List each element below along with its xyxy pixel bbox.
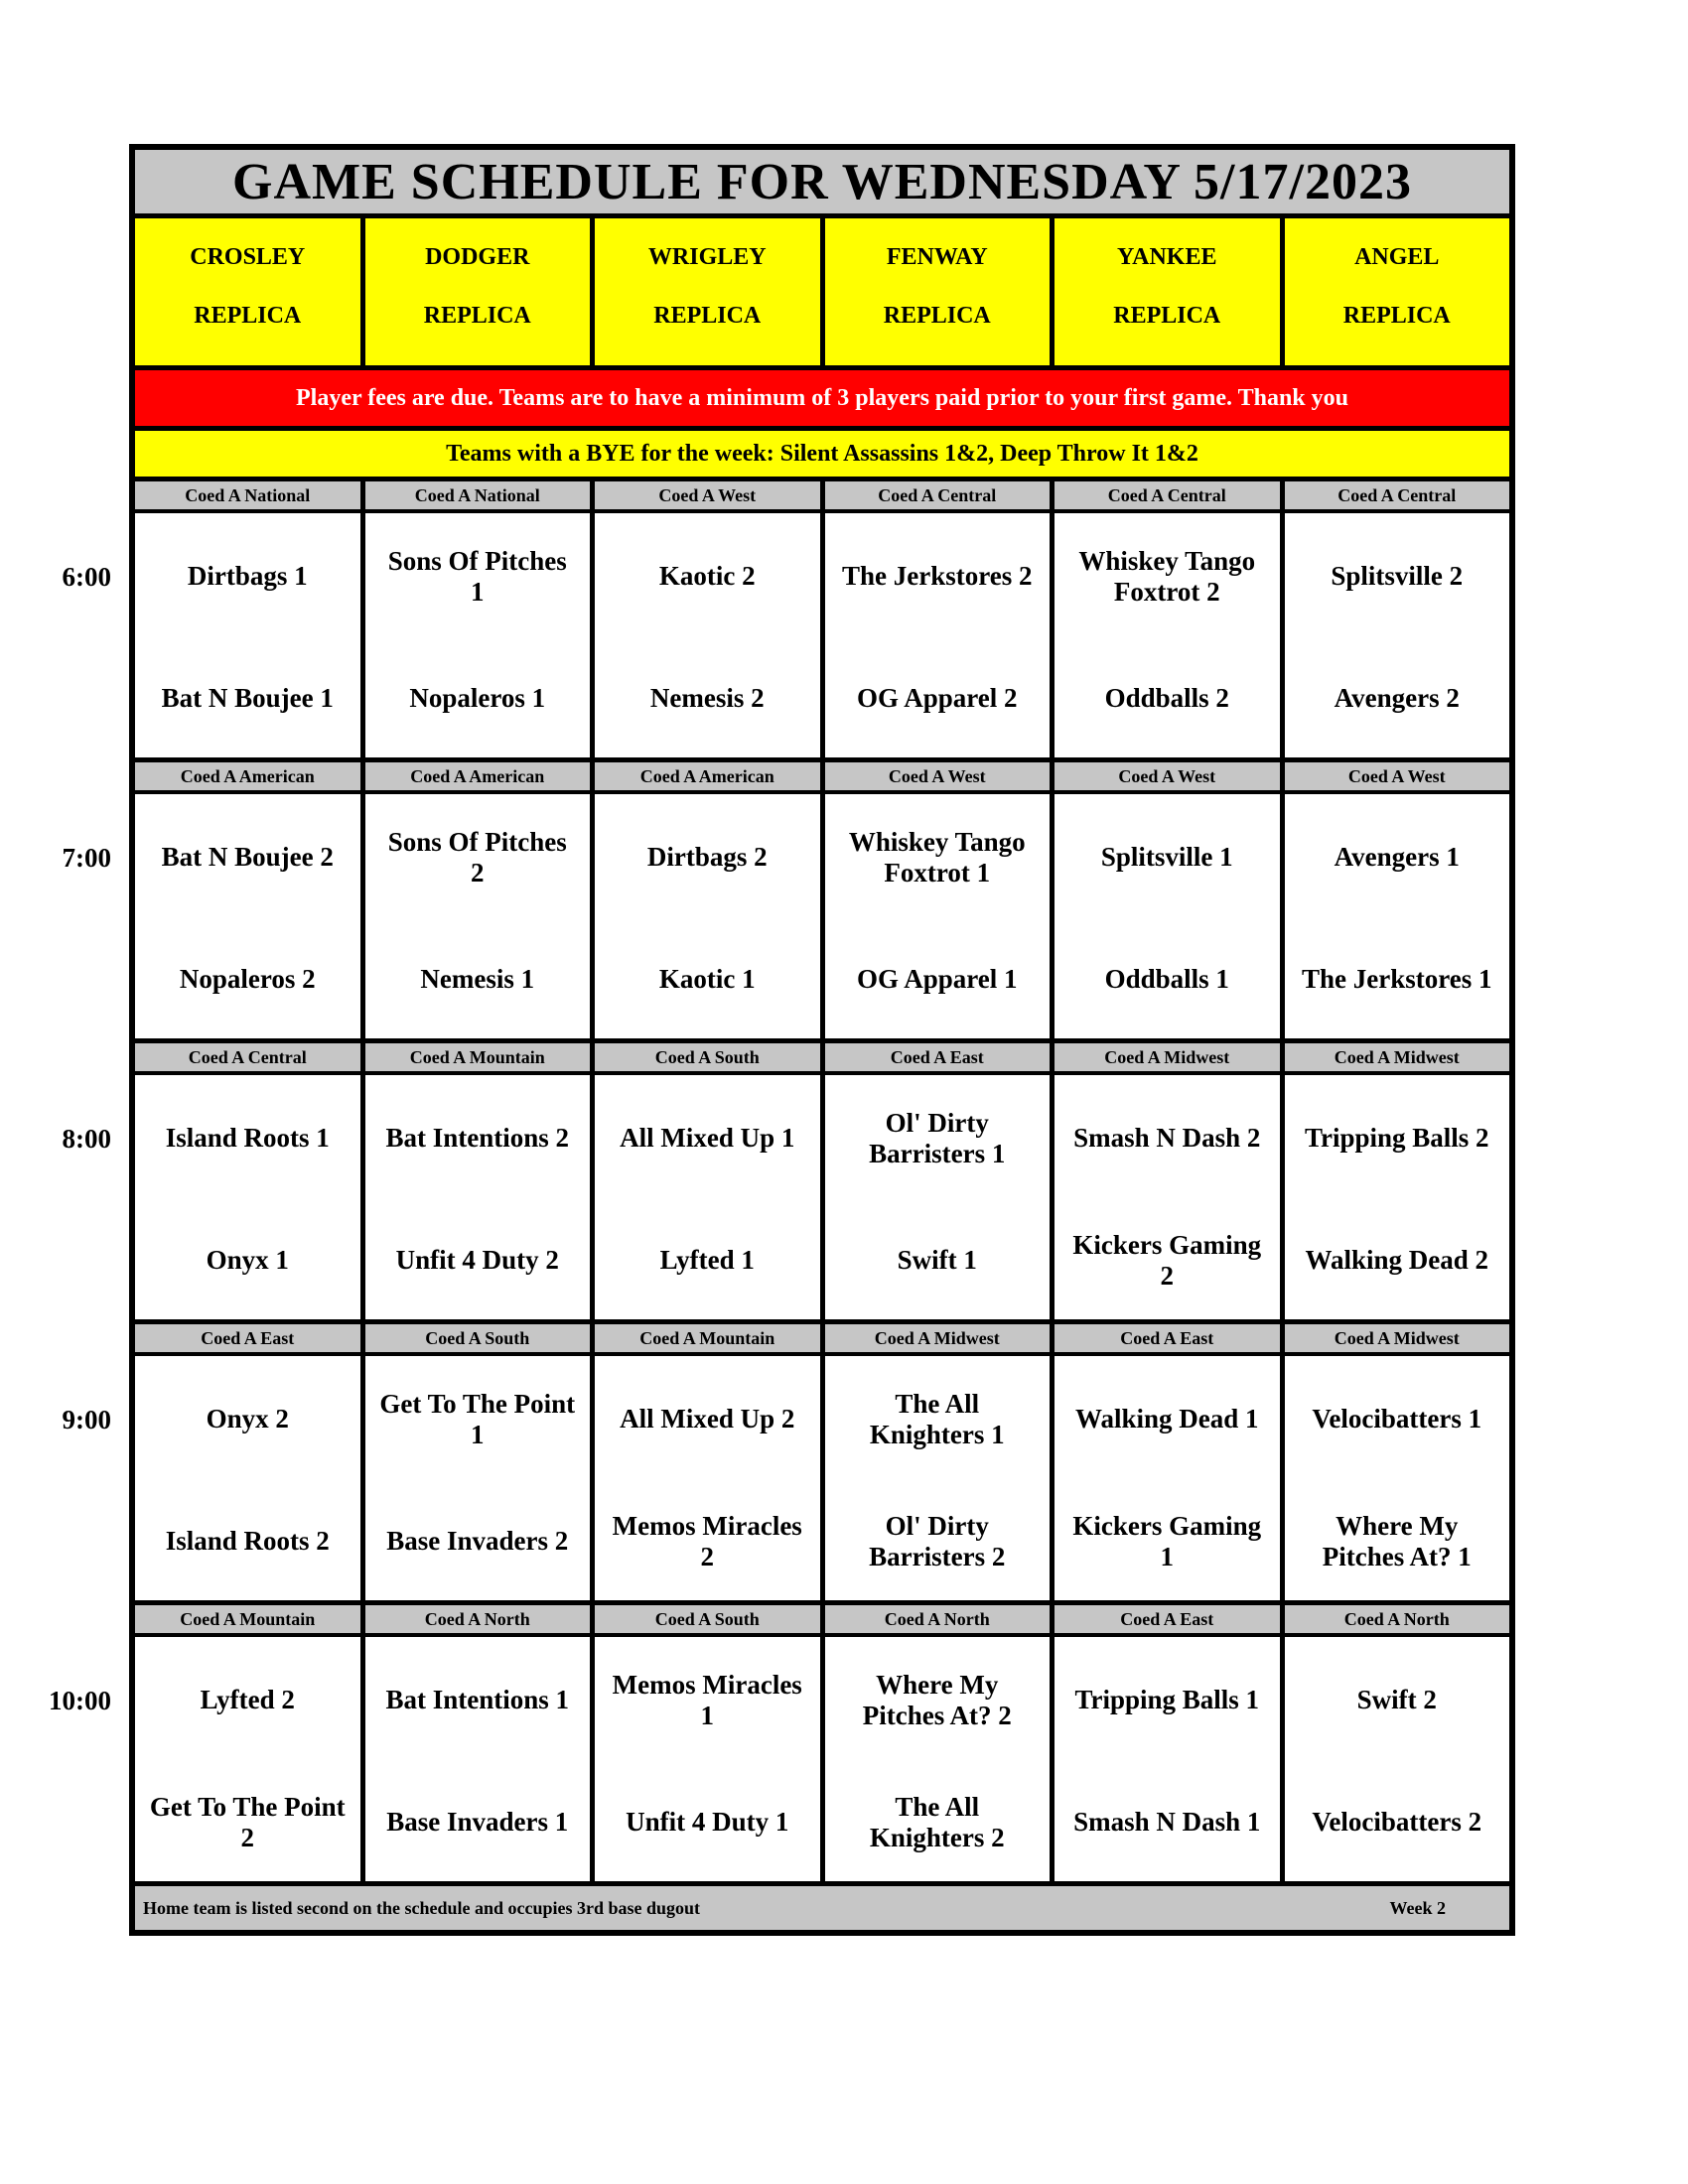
time-label-8: 8:00 (62, 1124, 111, 1154)
field-name: WRIGLEY (647, 244, 767, 270)
game-cell (1055, 1605, 1280, 1881)
home-team: Smash N Dash 1 (1073, 1807, 1261, 1838)
game-cell (1055, 481, 1280, 757)
division-label: Coed A East (825, 1043, 1051, 1075)
game-cell (1055, 1043, 1280, 1319)
game-cell (135, 481, 360, 757)
division-label: Coed A National (135, 481, 360, 513)
game-cell (595, 481, 820, 757)
division-label: Coed A Central (1285, 481, 1510, 513)
division-label: Coed A Mountain (595, 1324, 820, 1356)
home-team: Nemesis 2 (649, 683, 765, 714)
game-cell (825, 1605, 1051, 1881)
division-label: Coed A West (1055, 762, 1280, 794)
away-team: Walking Dead 1 (1074, 1404, 1259, 1434)
game-cell (365, 481, 591, 757)
home-team: Where My Pitches At? 1 (1322, 1510, 1472, 1571)
division-label: Coed A North (365, 1605, 591, 1637)
field-name: FENWAY (886, 244, 988, 270)
home-team: Velocibatters 2 (1312, 1807, 1482, 1838)
division-label: Coed A American (135, 762, 360, 794)
field-name: CROSLEY (190, 244, 306, 270)
home-team: Island Roots 2 (165, 1526, 330, 1557)
field-type: REPLICA (1342, 303, 1451, 329)
game-cell (365, 1605, 591, 1881)
field-name: ANGEL (1354, 244, 1440, 270)
division-label: Coed A East (1055, 1324, 1280, 1356)
home-team: Kickers Gaming 2 (1072, 1229, 1262, 1291)
division-label: Coed A Central (825, 481, 1051, 513)
away-team: Island Roots 1 (165, 1123, 330, 1154)
away-team: All Mixed Up 2 (620, 1404, 795, 1434)
week-label: Week 2 (1389, 1897, 1446, 1918)
home-team: OG Apparel 2 (856, 683, 1018, 714)
home-team: Unfit 4 Duty 1 (626, 1807, 789, 1838)
away-team: Splitsville 2 (1331, 561, 1464, 592)
schedule-table (129, 144, 1515, 1936)
field-header-wrigley (595, 218, 820, 365)
home-team: Unfit 4 Duty 2 (395, 1245, 559, 1276)
field-type: REPLICA (883, 303, 991, 329)
division-label: Coed A Central (1055, 481, 1280, 513)
game-cell (1285, 762, 1510, 1038)
away-team: Whiskey Tango Foxtrot 1 (848, 826, 1026, 887)
home-team: Kaotic 1 (658, 964, 756, 995)
page-title: GAME SCHEDULE FOR WEDNESDAY 5/17/2023 (135, 150, 1509, 213)
home-team: The Jerkstores 1 (1302, 964, 1492, 995)
home-team: OG Apparel 1 (856, 964, 1018, 995)
player-fees-notice: Player fees are due. Teams are to have a minimum of 3 players paid prior to your first game. Thank you (135, 370, 1509, 426)
home-team: Bat N Boujee 1 (161, 683, 334, 714)
home-team: Nopaleros 2 (179, 964, 316, 995)
bye-notice: Teams with a BYE for the week: Silent Assassins 1&2, Deep Throw It 1&2 (135, 431, 1509, 477)
away-team: Splitsville 1 (1100, 842, 1233, 873)
away-team: Ol' Dirty Barristers 1 (869, 1107, 1006, 1168)
field-type: REPLICA (194, 303, 302, 329)
division-label: Coed A East (1055, 1605, 1280, 1637)
time-label-6: 6:00 (62, 562, 111, 592)
division-label: Coed A American (365, 762, 591, 794)
game-cell (135, 762, 360, 1038)
away-team: Smash N Dash 2 (1073, 1123, 1261, 1154)
division-label: Coed A Central (135, 1043, 360, 1075)
division-label: Coed A Midwest (825, 1324, 1051, 1356)
game-cell (1285, 1605, 1510, 1881)
away-team: Avengers 1 (1334, 842, 1460, 873)
division-label: Coed A East (135, 1324, 360, 1356)
home-team: The All Knighters 2 (869, 1791, 1005, 1852)
game-cell (135, 1605, 360, 1881)
away-team: Tripping Balls 2 (1304, 1123, 1489, 1154)
field-header-crosley (135, 218, 360, 365)
division-label: Coed A Mountain (135, 1605, 360, 1637)
time-block-600 (135, 481, 1509, 757)
division-label: Coed A North (825, 1605, 1051, 1637)
game-cell (365, 1043, 591, 1319)
field-header-dodger (365, 218, 591, 365)
division-label: Coed A National (365, 481, 591, 513)
game-cell (825, 762, 1051, 1038)
home-team: Get To The Point 2 (149, 1791, 346, 1852)
home-team: Base Invaders 2 (386, 1526, 569, 1557)
game-cell (135, 1324, 360, 1600)
game-cell (1285, 1043, 1510, 1319)
away-team: Swift 2 (1356, 1685, 1437, 1715)
home-team: Nemesis 1 (420, 964, 535, 995)
away-team: Kaotic 2 (658, 561, 756, 592)
game-cell (825, 1043, 1051, 1319)
division-label: Coed A Midwest (1285, 1043, 1510, 1075)
away-team: Whiskey Tango Foxtrot 2 (1078, 545, 1256, 607)
time-block-900 (135, 1324, 1509, 1600)
away-team: Get To The Point 1 (379, 1388, 576, 1449)
field-header-fenway (825, 218, 1051, 365)
home-team: Kickers Gaming 1 (1072, 1510, 1262, 1571)
game-cell (1055, 762, 1280, 1038)
division-label: Coed A Mountain (365, 1043, 591, 1075)
time-label-7: 7:00 (62, 843, 111, 873)
game-cell (595, 1324, 820, 1600)
away-team: The All Knighters 1 (869, 1388, 1005, 1449)
field-type: REPLICA (1113, 303, 1221, 329)
field-header-yankee (1055, 218, 1280, 365)
home-team: Avengers 2 (1334, 683, 1460, 714)
game-cell (1285, 481, 1510, 757)
home-team: Oddballs 2 (1104, 683, 1229, 714)
away-team: Dirtbags 2 (646, 842, 768, 873)
home-team: Memos Miracles 2 (612, 1510, 802, 1571)
away-team: Memos Miracles 1 (612, 1669, 802, 1730)
away-team: Where My Pitches At? 2 (862, 1669, 1012, 1730)
division-label: Coed A North (1285, 1605, 1510, 1637)
game-cell (365, 1324, 591, 1600)
game-cell (365, 762, 591, 1038)
game-cell (135, 1043, 360, 1319)
away-team: Tripping Balls 1 (1074, 1685, 1260, 1715)
home-team-note: Home team is listed second on the schedule and occupies 3rd base dugout (143, 1897, 701, 1918)
time-label-9: 9:00 (62, 1405, 111, 1434)
home-team: Walking Dead 2 (1305, 1245, 1489, 1276)
away-team: The Jerkstores 2 (842, 561, 1033, 592)
away-team: Lyfted 2 (200, 1685, 295, 1715)
away-team: Bat N Boujee 2 (161, 842, 334, 873)
home-team: Ol' Dirty Barristers 2 (869, 1510, 1006, 1571)
division-label: Coed A West (1285, 762, 1510, 794)
time-block-800 (135, 1043, 1509, 1319)
away-team: Onyx 2 (206, 1404, 289, 1434)
division-label: Coed A South (595, 1043, 820, 1075)
away-team: Velocibatters 1 (1312, 1404, 1482, 1434)
game-cell (1055, 1324, 1280, 1600)
division-label: Coed A American (595, 762, 820, 794)
division-label: Coed A West (595, 481, 820, 513)
field-name: YANKEE (1117, 244, 1217, 270)
away-team: Bat Intentions 1 (385, 1685, 570, 1715)
home-team: Base Invaders 1 (386, 1807, 569, 1838)
division-label: Coed A South (595, 1605, 820, 1637)
field-type: REPLICA (423, 303, 531, 329)
time-block-1000 (135, 1605, 1509, 1881)
home-team: Lyfted 1 (659, 1245, 755, 1276)
game-cell (1285, 1324, 1510, 1600)
time-label-10: 10:00 (49, 1686, 111, 1715)
game-cell (825, 1324, 1051, 1600)
game-cell (595, 1043, 820, 1319)
home-team: Onyx 1 (206, 1245, 289, 1276)
home-team: Oddballs 1 (1104, 964, 1229, 995)
away-team: Sons Of Pitches 1 (387, 545, 567, 607)
division-label: Coed A Midwest (1285, 1324, 1510, 1356)
field-header-angel (1285, 218, 1510, 365)
field-type: REPLICA (653, 303, 762, 329)
time-block-700 (135, 762, 1509, 1038)
home-team: Nopaleros 1 (409, 683, 546, 714)
footer-row (135, 1886, 1509, 1930)
field-name: DODGER (425, 244, 530, 270)
game-cell (595, 1605, 820, 1881)
away-team: Dirtbags 1 (187, 561, 308, 592)
division-label: Coed A Midwest (1055, 1043, 1280, 1075)
field-header-row (135, 218, 1509, 365)
away-team: Sons Of Pitches 2 (387, 826, 567, 887)
division-label: Coed A South (365, 1324, 591, 1356)
game-cell (595, 762, 820, 1038)
away-team: All Mixed Up 1 (620, 1123, 795, 1154)
home-team: Swift 1 (897, 1245, 977, 1276)
away-team: Bat Intentions 2 (385, 1123, 570, 1154)
game-cell (825, 481, 1051, 757)
division-label: Coed A West (825, 762, 1051, 794)
